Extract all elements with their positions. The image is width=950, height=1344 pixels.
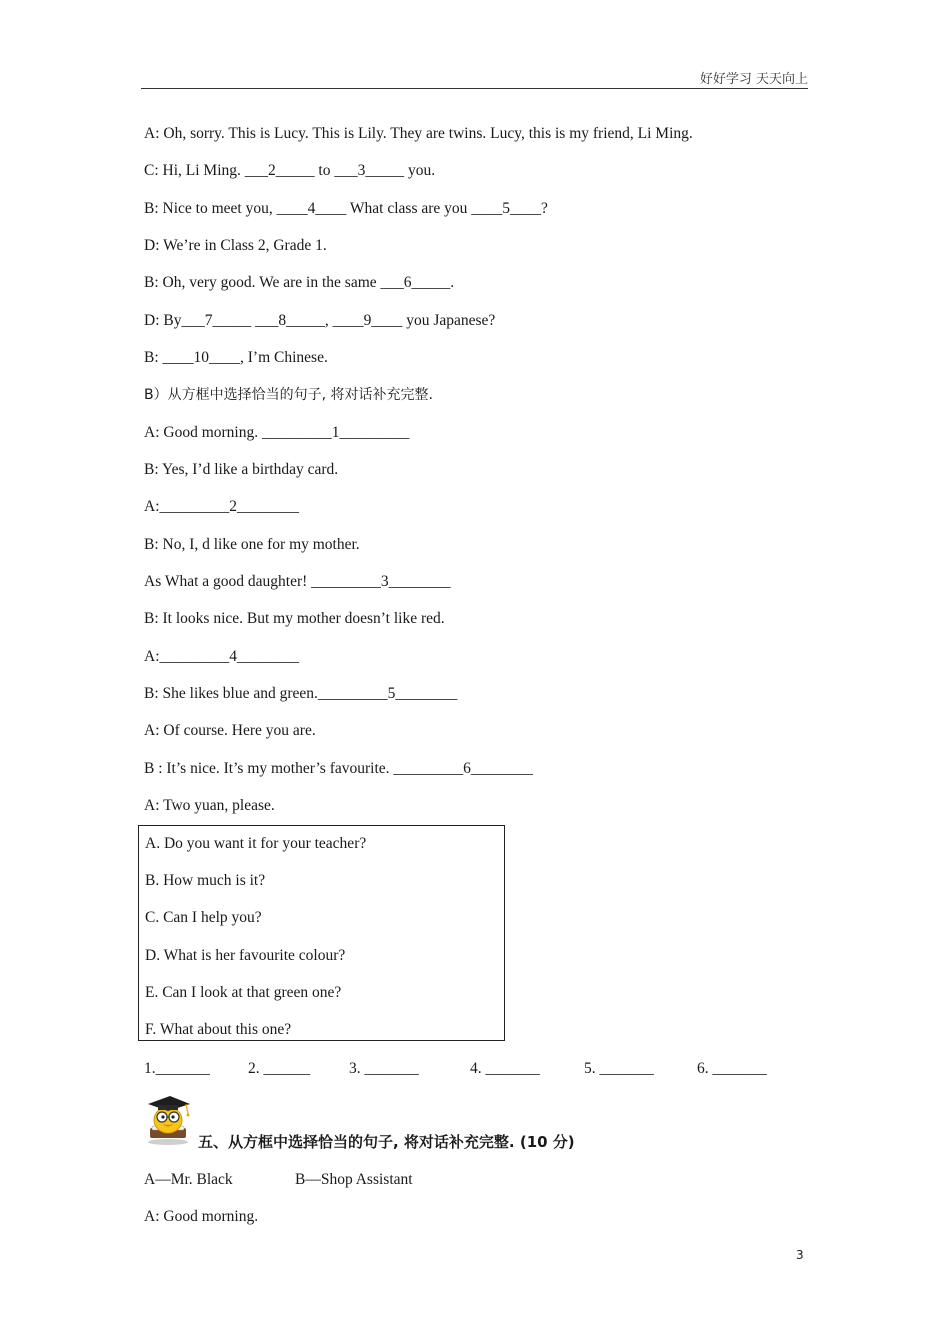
- dialogue-line: A:_________2________: [144, 498, 299, 515]
- dialogue-line: D: By___7_____ ___8_____, ____9____ you Japanese?: [144, 312, 496, 329]
- answer-blank-1: 1._______: [144, 1060, 210, 1077]
- dialogue-line: B: She likes blue and green._________5________: [144, 685, 458, 702]
- answer-blank-5: 5. _______: [584, 1060, 654, 1077]
- page-header: [141, 68, 808, 89]
- dialogue-line: B: It looks nice. But my mother doesn’t like red.: [144, 610, 445, 627]
- option-d: D. What is her favourite colour?: [145, 947, 346, 964]
- section-5-title: 五、从方框中选择恰当的句子, 将对话补充完整. (10 分): [198, 1133, 575, 1151]
- dialogue-line: B : It’s nice. It’s my mother’s favourite. _________6________: [144, 760, 533, 777]
- dialogue-line: B: Oh, very good. We are in the same ___6_____.: [144, 274, 455, 291]
- dialogue-line: A: Good morning.: [144, 1208, 259, 1225]
- page-number: 3: [796, 1248, 804, 1262]
- dialogue-line: A:_________4________: [144, 648, 299, 665]
- part-b-instruction: B）从方框中选择恰当的句子, 将对话补充完整.: [144, 387, 433, 403]
- role-b: B—Shop Assistant: [295, 1171, 413, 1188]
- option-b: B. How much is it?: [145, 872, 266, 889]
- header-motto: 好好学习 天天向上: [699, 72, 808, 87]
- answer-blank-2: 2. ______: [248, 1060, 310, 1077]
- dialogue-line: D: We’re in Class 2, Grade 1.: [144, 237, 327, 254]
- dialogue-line: A: Oh, sorry. This is Lucy. This is Lily. They are twins. Lucy, this is my friend, Li Ming.: [144, 125, 693, 142]
- option-a: A. Do you want it for your teacher?: [145, 835, 367, 852]
- option-e: E. Can I look at that green one?: [145, 984, 342, 1001]
- scholar-mascot-icon: [142, 1092, 194, 1146]
- dialogue-line: B: Nice to meet you, ____4____ What class are you ____5____?: [144, 200, 548, 217]
- answer-blank-4: 4. _______: [470, 1060, 540, 1077]
- dialogue-line: B: Yes, I’d like a birthday card.: [144, 461, 339, 478]
- dialogue-line: As What a good daughter! _________3________: [144, 573, 451, 590]
- dialogue-line: A: Of course. Here you are.: [144, 722, 316, 739]
- dialogue-line: B: ____10____, I’m Chinese.: [144, 349, 328, 366]
- dialogue-line: A: Good morning. _________1_________: [144, 424, 410, 441]
- answer-blank-3: 3. _______: [349, 1060, 419, 1077]
- answer-blank-6: 6. _______: [697, 1060, 767, 1077]
- options-box: [138, 825, 505, 1041]
- option-c: C. Can I help you?: [145, 909, 262, 926]
- dialogue-line: B: No, I, d like one for my mother.: [144, 536, 360, 553]
- role-a: A—Mr. Black: [144, 1171, 233, 1188]
- dialogue-line: C: Hi, Li Ming. ___2_____ to ___3_____ you.: [144, 162, 436, 179]
- option-f: F. What about this one?: [145, 1021, 292, 1038]
- dialogue-line: A: Two yuan, please.: [144, 797, 275, 814]
